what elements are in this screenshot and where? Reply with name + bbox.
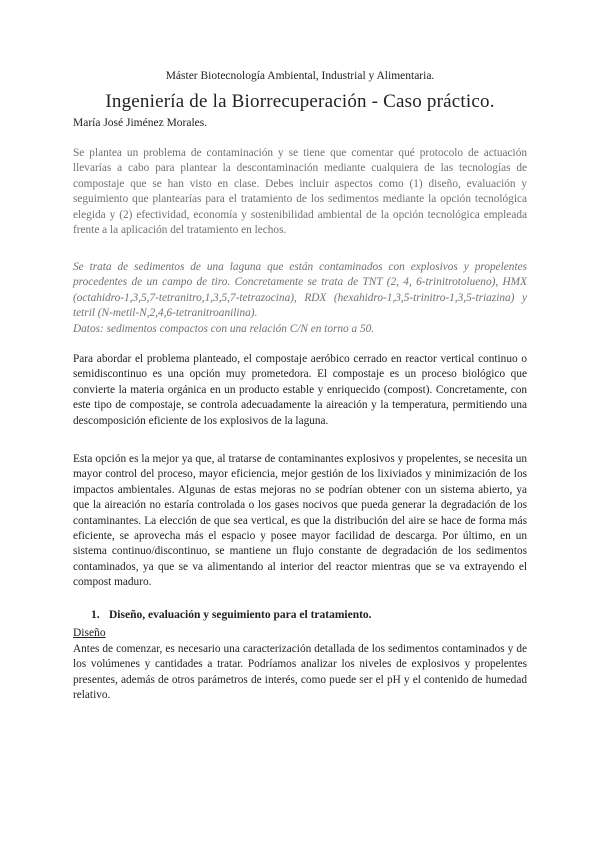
problem-statement: Se plantea un problema de contaminación y se tiene que comentar qué protocolo de actuación llevarías a cabo para plantear la descontaminación mediante cualquiera de las tecnologías de compostaje que se han visto en clase. Debes incluir aspectos como (1) diseño, evaluación y seguimiento que plantearías para el tratamiento de los sedimentos mediante la opción tecnológica elegida y (2) efectividad, economía y sostenibilidad ambiental de la opción tecnológica empleada frente a la aplicación del tratamiento en lechos. [73, 147, 527, 237]
case-text: Se trata de sedimentos de una laguna que están contaminados con explosivos y propelentes procedentes de un campo de tiro. Concretamente se trata de TNT (2, 4, 6-trinitrotolueno), HMX (octahidro-1,3,5,7-tetranitro,1,3,5,7-tetrazocina), RDX (hexahidro-1,3,5-trinitro-1,3,5-triazina) y tetril (N-metil-N,2,4,6-tetranitroanilina). [73, 261, 527, 320]
document-header: Máster Biotecnología Ambiental, Industrial y Alimentaria. [165, 70, 435, 82]
author-name: María José Jiménez Morales. [73, 117, 208, 129]
section-number: 1. [91, 609, 100, 621]
case-data: Datos: sedimentos compactos con una relación C/N en torno a 50. [73, 322, 375, 335]
section-paragraph: Antes de comenzar, es necesario una caracterización detallada de los sedimentos contaminados y de los volúmenes y cantidades a tratar. Podríamos analizar los niveles de explosivos y propelentes presentes, además de otros parámetros de interés, como puede ser el pH y el contenido de humedad relativo. [73, 643, 527, 702]
section-heading [91, 609, 372, 621]
body-paragraph-1: Para abordar el problema planteado, el compostaje aeróbico cerrado en reactor vertical continuo o semidiscontinuo es una opción muy prometedora. El compostaje es un proceso biológico que convierte la materia orgánica en un producto estable y enriquecido (compost). Concretamente, con este tipo de compostaje, se controla adecuadamente la aireación y la temperatura, permitiendo una descomposición eficiente de los explosivos de la laguna. [73, 353, 527, 427]
section-title: Diseño, evaluación y seguimiento para el tratamiento. [109, 609, 372, 621]
subsection-heading: Diseño [73, 627, 106, 639]
body-paragraph-2: Esta opción es la mejor ya que, al tratarse de contaminantes explosivos y propelentes, se necesita un mayor control del proceso, mayor eficiencia, mejor gestión de los lixiviados y minimización de los impactos ambientales. Algunas de estas mejoras no se podrían obtener con un sistema abierto, ya que la aireación no estaría controlada o los gases nocivos que pueda generar la degradación de los contaminantes. La elección de que sea vertical, es que la distribución del aire se hace de forma más eficiente, se aprovecha más el espacio y posee mayor facilidad de descarga. Por último, en un sistema continuo/discontinuo, se mantiene un flujo constante de degradación de los sedimentos contaminados, ya que se va alimentando al interior del reactor mientras que se va extrayendo el compost maduro. [73, 453, 527, 589]
case-description [73, 260, 527, 337]
document-title: Ingeniería de la Biorrecuperación - Caso práctico. [105, 91, 495, 112]
